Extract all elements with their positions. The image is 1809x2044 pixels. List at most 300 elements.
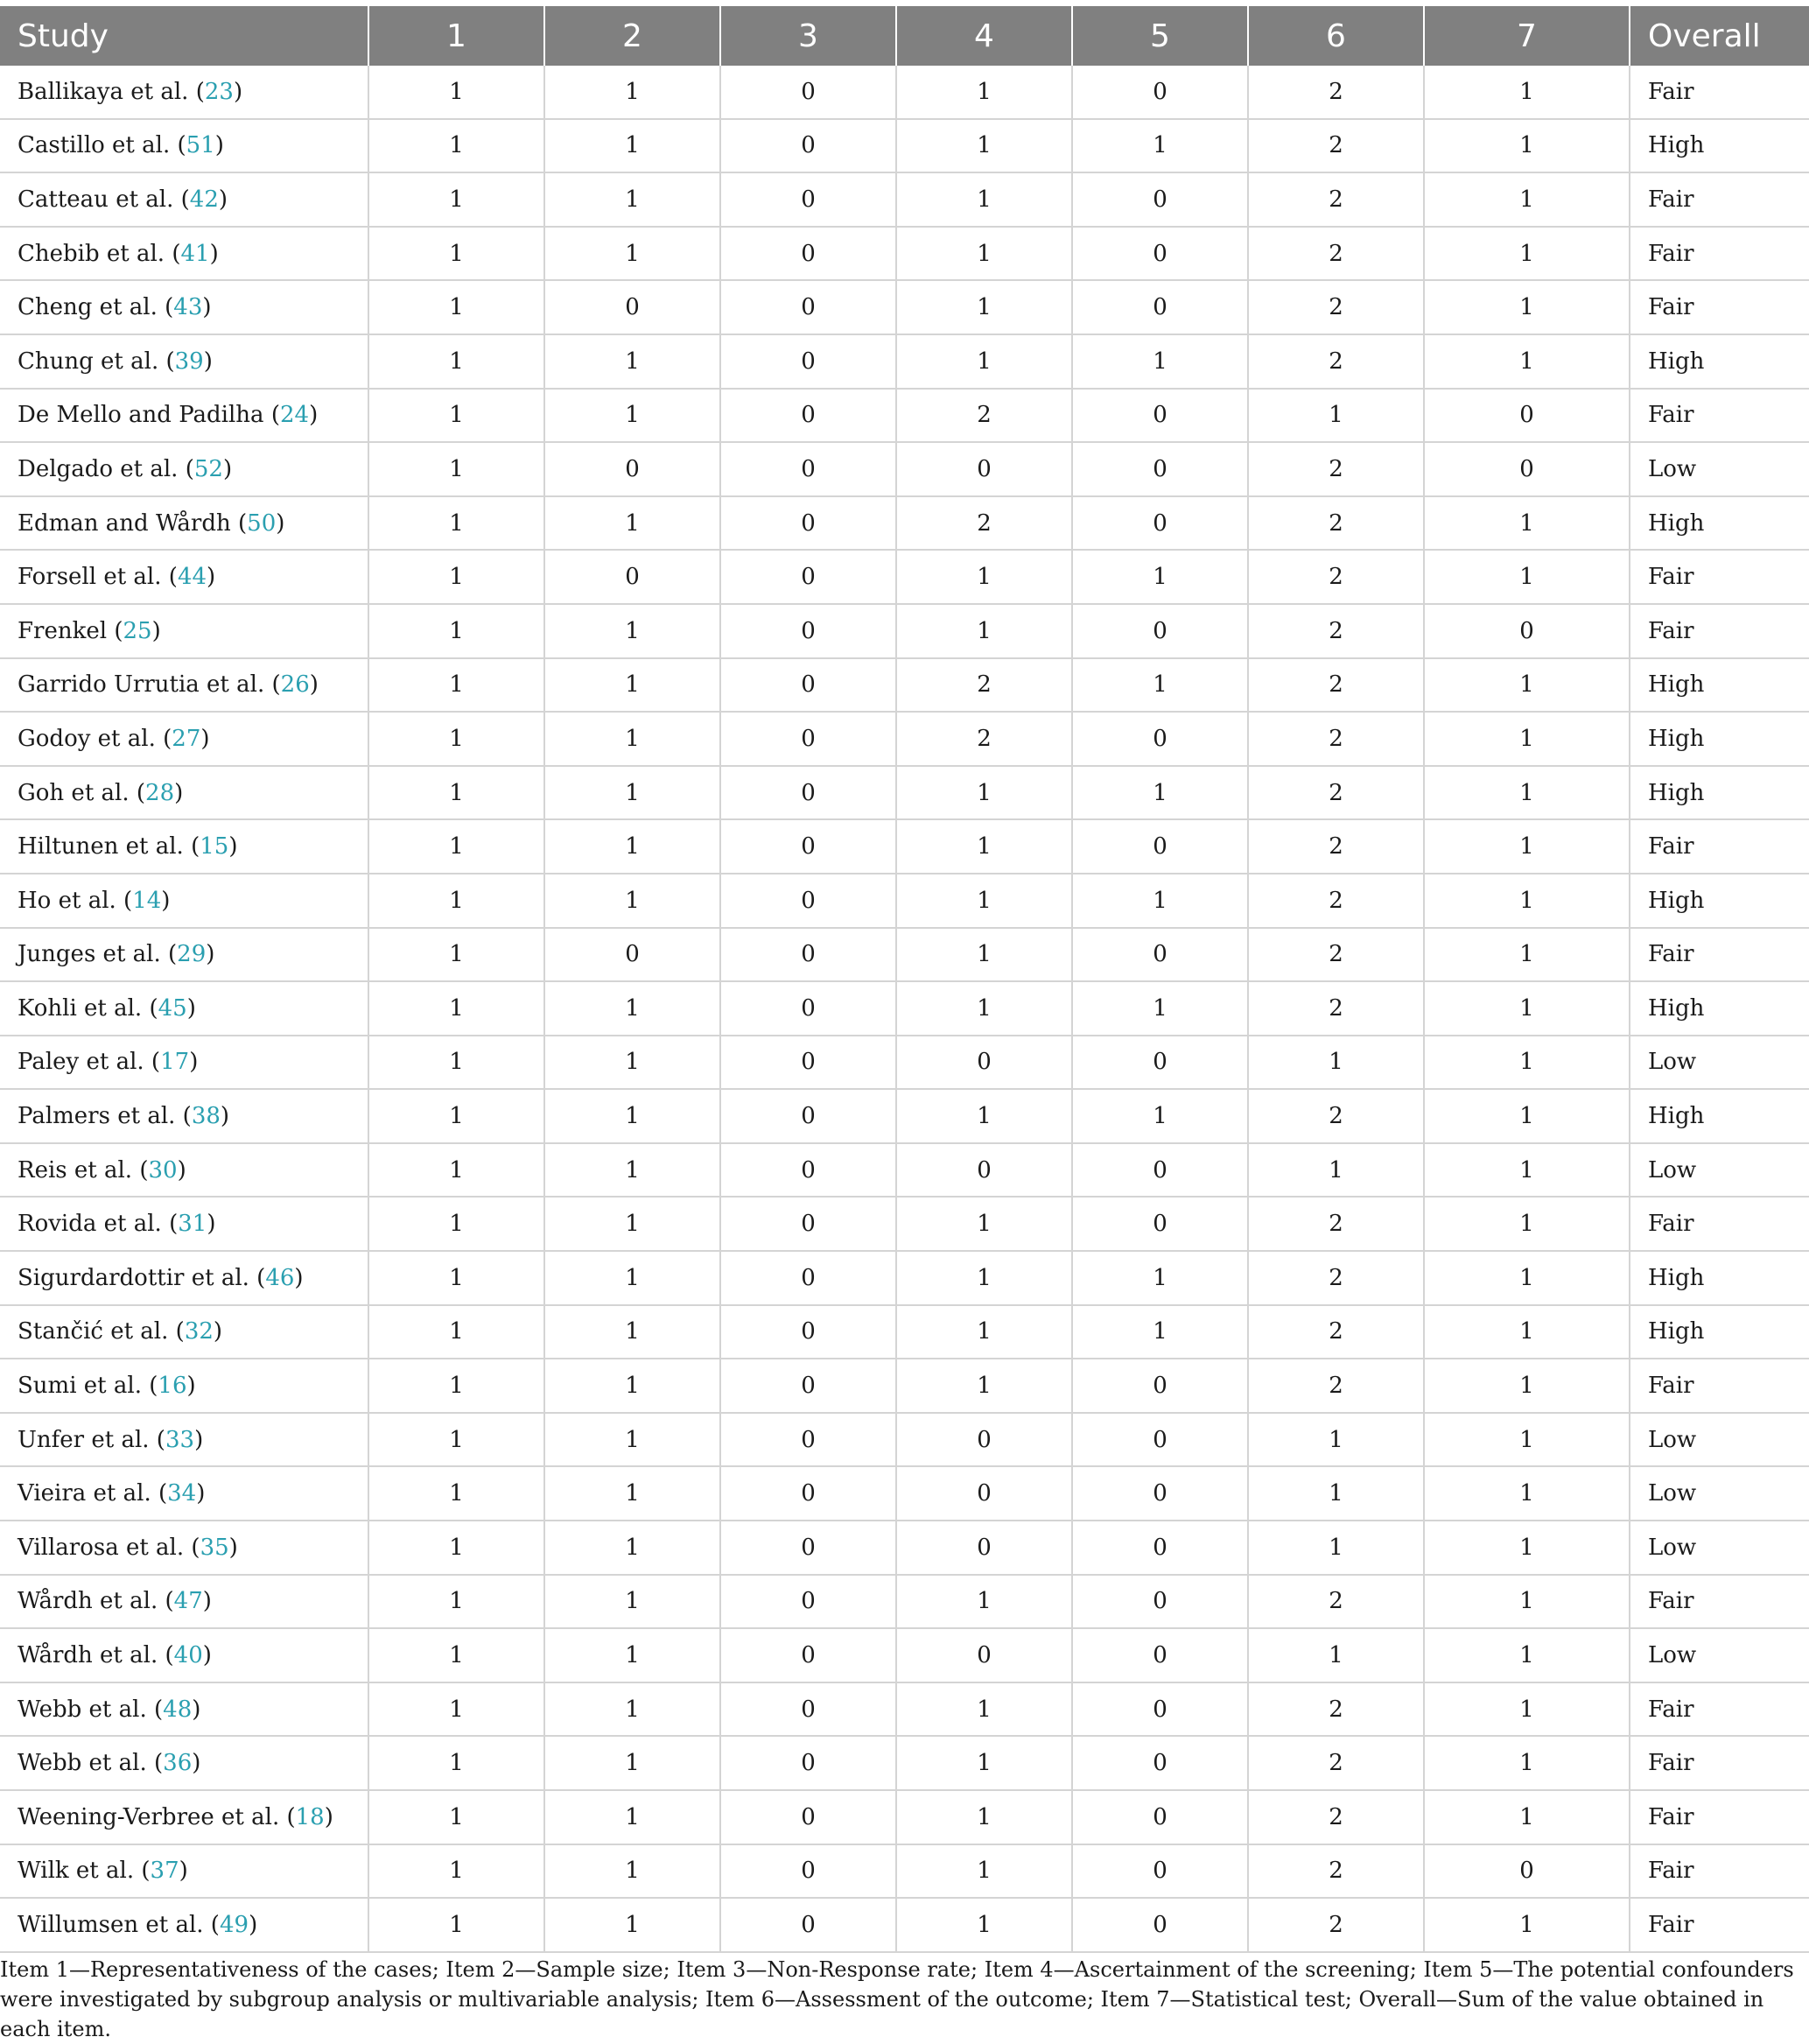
study-name: Cheng et al. [18, 294, 158, 321]
reference-link[interactable]: 23 [204, 78, 234, 105]
table-row [0, 1197, 1809, 1251]
item-3-score: 0 [720, 1251, 896, 1305]
item-5-score: 1 [1072, 334, 1248, 389]
reference-link[interactable]: 16 [158, 1373, 187, 1400]
study-name: De Mello and Padilha [18, 402, 264, 429]
item-3-score: 0 [720, 1413, 896, 1467]
item-1-score: 1 [368, 550, 544, 604]
item-2-score: 0 [544, 928, 720, 982]
study-cell: Vieira et al. (34) [0, 1466, 368, 1521]
study-cell: Catteau et al. (42) [0, 172, 368, 227]
reference-link[interactable]: 26 [280, 671, 310, 699]
overall-rating: Fair [1630, 1359, 1809, 1413]
study-cell: Palmers et al. (38) [0, 1089, 368, 1143]
study-name: Vieira et al. [18, 1480, 151, 1507]
reference-link[interactable]: 50 [247, 509, 277, 537]
item-4-score: 2 [896, 389, 1072, 443]
item-6-score: 1 [1248, 1036, 1424, 1090]
item-6-score: 2 [1248, 1359, 1424, 1413]
overall-rating: High [1630, 712, 1809, 766]
item-5-score: 1 [1072, 766, 1248, 820]
study-cell: Chung et al. (39) [0, 334, 368, 389]
item-3-score: 0 [720, 550, 896, 604]
overall-rating: Low [1630, 1466, 1809, 1521]
reference-link[interactable]: 40 [173, 1642, 203, 1669]
item-4-score: 1 [896, 604, 1072, 658]
table-row [0, 389, 1809, 443]
table-row [0, 227, 1809, 281]
overall-rating: Fair [1630, 1898, 1809, 1952]
study-cell: Goh et al. (28) [0, 766, 368, 820]
reference-link[interactable]: 52 [193, 455, 223, 482]
reference-link[interactable]: 44 [177, 564, 207, 591]
overall-rating: Fair [1630, 550, 1809, 604]
item-5-score: 0 [1072, 1628, 1248, 1682]
table-header-row [0, 6, 1809, 66]
item-7-score: 1 [1424, 1036, 1630, 1090]
item-6-score: 2 [1248, 658, 1424, 713]
overall-rating: Low [1630, 1036, 1809, 1090]
item-1-score: 1 [368, 1521, 544, 1575]
item-7-score: 1 [1424, 1575, 1630, 1629]
table-row [0, 1359, 1809, 1413]
item-5-score: 0 [1072, 604, 1248, 658]
study-name: Sigurdardottir et al. [18, 1264, 249, 1291]
reference-link[interactable]: 27 [172, 725, 201, 752]
item-4-score: 1 [896, 66, 1072, 119]
item-1-score: 1 [368, 1736, 544, 1790]
item-4-score: 1 [896, 280, 1072, 334]
reference-link[interactable]: 33 [165, 1426, 195, 1453]
table-row [0, 874, 1809, 928]
item-6-score: 2 [1248, 1197, 1424, 1251]
item-7-score: 1 [1424, 172, 1630, 227]
item-1-score: 1 [368, 227, 544, 281]
study-name: Ballikaya et al. [18, 78, 189, 105]
item-7-score: 1 [1424, 1359, 1630, 1413]
study-name: Garrido Urrutia et al. [18, 671, 265, 699]
reference-link[interactable]: 30 [148, 1156, 178, 1184]
item-7-score: 1 [1424, 1682, 1630, 1737]
study-cell: Stančić et al. (32) [0, 1305, 368, 1359]
reference-link[interactable]: 45 [158, 994, 187, 1022]
item-1-score: 1 [368, 1790, 544, 1844]
table-row [0, 1089, 1809, 1143]
reference-link[interactable]: 25 [123, 617, 152, 644]
study-name: Chung et al. [18, 348, 159, 375]
item-5-score: 0 [1072, 1575, 1248, 1629]
overall-rating: Fair [1630, 1197, 1809, 1251]
reference-link[interactable]: 34 [167, 1480, 197, 1507]
study-name: Paley et al. [18, 1049, 144, 1076]
item-4-score: 1 [896, 119, 1072, 173]
study-cell: Garrido Urrutia et al. (26) [0, 658, 368, 713]
item-7-score: 1 [1424, 1251, 1630, 1305]
item-4-score: 0 [896, 1413, 1072, 1467]
table-row [0, 1736, 1809, 1790]
overall-rating: Fair [1630, 280, 1809, 334]
item-6-score: 2 [1248, 496, 1424, 551]
item-6-score: 2 [1248, 1305, 1424, 1359]
reference-link[interactable]: 48 [163, 1696, 193, 1723]
reference-link[interactable]: 42 [189, 186, 219, 213]
item-2-score: 1 [544, 496, 720, 551]
table-row [0, 1682, 1809, 1737]
item-2-score: 1 [544, 981, 720, 1036]
study-name: Delgado et al. [18, 455, 179, 482]
item-3-score: 0 [720, 1736, 896, 1790]
study-name: Stančić et al. [18, 1318, 169, 1345]
item-3-score: 0 [720, 928, 896, 982]
overall-rating: Low [1630, 1413, 1809, 1467]
table-row [0, 280, 1809, 334]
item-4-score: 2 [896, 658, 1072, 713]
reference-link[interactable]: 49 [219, 1911, 249, 1938]
table-row [0, 1628, 1809, 1682]
item-1-score: 1 [368, 280, 544, 334]
item-3-score: 0 [720, 1359, 896, 1413]
item-4-score: 1 [896, 172, 1072, 227]
item-7-score: 1 [1424, 1413, 1630, 1467]
item-6-score: 2 [1248, 66, 1424, 119]
study-cell: Sumi et al. (16) [0, 1359, 368, 1413]
reference-link[interactable]: 43 [173, 294, 203, 321]
item-7-score: 1 [1424, 1143, 1630, 1198]
item-1-score: 1 [368, 1251, 544, 1305]
item-4-score: 0 [896, 1466, 1072, 1521]
study-name: Sumi et al. [18, 1373, 142, 1400]
item-3-score: 0 [720, 1143, 896, 1198]
item-7-score: 1 [1424, 819, 1630, 874]
item-6-score: 2 [1248, 1251, 1424, 1305]
reference-link[interactable]: 46 [265, 1264, 295, 1291]
item-1-score: 1 [368, 766, 544, 820]
item-5-score: 1 [1072, 658, 1248, 713]
overall-rating: Fair [1630, 1790, 1809, 1844]
table-row [0, 1251, 1809, 1305]
reference-link[interactable]: 36 [163, 1750, 193, 1777]
item-7-score: 1 [1424, 496, 1630, 551]
item-5-score: 0 [1072, 227, 1248, 281]
study-name: Kohli et al. [18, 994, 143, 1022]
item-1-score: 1 [368, 334, 544, 389]
item-5-score: 0 [1072, 1790, 1248, 1844]
item-3-score: 0 [720, 658, 896, 713]
item-4-score: 1 [896, 1682, 1072, 1737]
quality-assessment-table-container [0, 6, 1809, 1953]
item-1-score: 1 [368, 874, 544, 928]
item-4-score: 1 [896, 1898, 1072, 1952]
study-name: Goh et al. [18, 779, 130, 806]
table-row [0, 1466, 1809, 1521]
header-study: Study [0, 6, 368, 66]
item-2-score: 0 [544, 550, 720, 604]
study-cell: Forsell et al. (44) [0, 550, 368, 604]
item-7-score: 1 [1424, 1898, 1630, 1952]
item-6-score: 1 [1248, 1143, 1424, 1198]
study-name: Wilk et al. [18, 1858, 135, 1885]
item-5-score: 0 [1072, 66, 1248, 119]
item-3-score: 0 [720, 1575, 896, 1629]
item-7-score: 1 [1424, 766, 1630, 820]
study-cell: Castillo et al. (51) [0, 119, 368, 173]
overall-rating: Fair [1630, 227, 1809, 281]
item-5-score: 1 [1072, 874, 1248, 928]
item-6-score: 2 [1248, 874, 1424, 928]
item-3-score: 0 [720, 604, 896, 658]
reference-link[interactable]: 51 [186, 132, 215, 159]
table-row [0, 1790, 1809, 1844]
overall-rating: Fair [1630, 66, 1809, 119]
item-2-score: 1 [544, 227, 720, 281]
item-2-score: 1 [544, 1844, 720, 1899]
study-cell: De Mello and Padilha (24) [0, 389, 368, 443]
item-5-score: 0 [1072, 1197, 1248, 1251]
item-6-score: 2 [1248, 1089, 1424, 1143]
reference-link[interactable]: 15 [200, 833, 229, 860]
table-row [0, 712, 1809, 766]
reference-link[interactable]: 38 [191, 1103, 221, 1130]
study-cell: Ho et al. (14) [0, 874, 368, 928]
item-4-score: 2 [896, 712, 1072, 766]
quality-assessment-table [0, 6, 1809, 1953]
item-7-score: 1 [1424, 280, 1630, 334]
item-3-score: 0 [720, 1036, 896, 1090]
reference-link[interactable]: 29 [177, 941, 207, 968]
table-row [0, 550, 1809, 604]
header-item-5: 5 [1072, 6, 1248, 66]
item-4-score: 1 [896, 874, 1072, 928]
header-item-2: 2 [544, 6, 720, 66]
item-5-score: 0 [1072, 389, 1248, 443]
reference-link[interactable]: 32 [184, 1318, 214, 1345]
study-cell: Godoy et al. (27) [0, 712, 368, 766]
item-4-score: 0 [896, 1036, 1072, 1090]
table-row [0, 1036, 1809, 1090]
item-2-score: 1 [544, 389, 720, 443]
table-row [0, 66, 1809, 119]
study-name: Unfer et al. [18, 1426, 150, 1453]
item-5-score: 1 [1072, 1251, 1248, 1305]
item-2-score: 1 [544, 1466, 720, 1521]
item-3-score: 0 [720, 712, 896, 766]
item-6-score: 2 [1248, 280, 1424, 334]
study-name: Rovida et al. [18, 1211, 162, 1238]
study-cell: Wilk et al. (37) [0, 1844, 368, 1899]
item-2-score: 1 [544, 1197, 720, 1251]
item-5-score: 0 [1072, 712, 1248, 766]
overall-rating: Fair [1630, 389, 1809, 443]
item-2-score: 1 [544, 1628, 720, 1682]
table-row [0, 496, 1809, 551]
study-cell: Sigurdardottir et al. (46) [0, 1251, 368, 1305]
item-6-score: 2 [1248, 1682, 1424, 1737]
item-7-score: 1 [1424, 1628, 1630, 1682]
table-row [0, 1413, 1809, 1467]
item-7-score: 1 [1424, 227, 1630, 281]
study-name: Wårdh et al. [18, 1642, 158, 1669]
item-5-score: 0 [1072, 496, 1248, 551]
item-7-score: 1 [1424, 981, 1630, 1036]
item-3-score: 0 [720, 1682, 896, 1737]
item-6-score: 2 [1248, 1898, 1424, 1952]
item-6-score: 2 [1248, 1790, 1424, 1844]
item-5-score: 0 [1072, 819, 1248, 874]
item-5-score: 0 [1072, 928, 1248, 982]
item-3-score: 0 [720, 389, 896, 443]
table-body [0, 66, 1809, 1952]
item-3-score: 0 [720, 1466, 896, 1521]
study-name: Castillo et al. [18, 132, 171, 159]
reference-link[interactable]: 37 [150, 1858, 179, 1885]
reference-link[interactable]: 14 [132, 887, 162, 914]
study-cell: Wårdh et al. (47) [0, 1575, 368, 1629]
item-5-score: 1 [1072, 1089, 1248, 1143]
study-name: Willumsen et al. [18, 1911, 204, 1938]
item-1-score: 1 [368, 1359, 544, 1413]
item-4-score: 1 [896, 1089, 1072, 1143]
item-7-score: 1 [1424, 1736, 1630, 1790]
item-6-score: 2 [1248, 1844, 1424, 1899]
reference-link[interactable]: 17 [160, 1049, 190, 1076]
item-6-score: 1 [1248, 1413, 1424, 1467]
reference-link[interactable]: 18 [295, 1803, 325, 1830]
item-2-score: 1 [544, 1251, 720, 1305]
item-4-score: 1 [896, 1736, 1072, 1790]
item-2-score: 1 [544, 1898, 720, 1952]
item-1-score: 1 [368, 1413, 544, 1467]
overall-rating: Low [1630, 1628, 1809, 1682]
item-5-score: 1 [1072, 981, 1248, 1036]
item-2-score: 1 [544, 334, 720, 389]
item-1-score: 1 [368, 1197, 544, 1251]
item-1-score: 1 [368, 119, 544, 173]
item-6-score: 1 [1248, 389, 1424, 443]
reference-link[interactable]: 39 [174, 348, 204, 375]
study-cell: Villarosa et al. (35) [0, 1521, 368, 1575]
item-2-score: 1 [544, 1089, 720, 1143]
item-5-score: 1 [1072, 1305, 1248, 1359]
item-3-score: 0 [720, 1089, 896, 1143]
item-7-score: 1 [1424, 550, 1630, 604]
item-2-score: 1 [544, 712, 720, 766]
item-1-score: 1 [368, 981, 544, 1036]
item-2-score: 0 [544, 442, 720, 496]
item-7-score: 1 [1424, 1197, 1630, 1251]
item-5-score: 0 [1072, 1844, 1248, 1899]
reference-link[interactable]: 41 [180, 240, 210, 267]
study-cell: Willumsen et al. (49) [0, 1898, 368, 1952]
item-5-score: 0 [1072, 1736, 1248, 1790]
item-6-score: 2 [1248, 1736, 1424, 1790]
item-7-score: 0 [1424, 604, 1630, 658]
reference-link[interactable]: 28 [145, 779, 175, 806]
reference-link[interactable]: 31 [178, 1211, 207, 1238]
overall-rating: Fair [1630, 928, 1809, 982]
item-6-score: 2 [1248, 604, 1424, 658]
item-1-score: 1 [368, 1898, 544, 1952]
table-row [0, 658, 1809, 713]
item-6-score: 2 [1248, 1575, 1424, 1629]
reference-link[interactable]: 47 [173, 1588, 203, 1615]
item-2-score: 1 [544, 1790, 720, 1844]
study-cell: Edman and Wårdh (50) [0, 496, 368, 551]
overall-rating: Low [1630, 442, 1809, 496]
item-1-score: 1 [368, 1575, 544, 1629]
item-6-score: 2 [1248, 550, 1424, 604]
item-1-score: 1 [368, 604, 544, 658]
header-item-3: 3 [720, 6, 896, 66]
item-2-score: 1 [544, 1036, 720, 1090]
item-3-score: 0 [720, 334, 896, 389]
item-7-score: 1 [1424, 874, 1630, 928]
item-4-score: 1 [896, 819, 1072, 874]
reference-link[interactable]: 35 [200, 1534, 229, 1561]
overall-rating: High [1630, 1089, 1809, 1143]
item-3-score: 0 [720, 1197, 896, 1251]
reference-link[interactable]: 24 [279, 402, 310, 429]
item-6-score: 2 [1248, 227, 1424, 281]
item-3-score: 0 [720, 981, 896, 1036]
table-row [0, 119, 1809, 173]
study-name: Godoy et al. [18, 725, 156, 752]
overall-rating: Fair [1630, 172, 1809, 227]
item-6-score: 2 [1248, 819, 1424, 874]
study-name: Wårdh et al. [18, 1588, 158, 1615]
study-cell: Rovida et al. (31) [0, 1197, 368, 1251]
item-1-score: 1 [368, 496, 544, 551]
item-3-score: 0 [720, 280, 896, 334]
study-name: Junges et al. [18, 941, 161, 968]
overall-rating: Low [1630, 1521, 1809, 1575]
study-name: Villarosa et al. [18, 1534, 185, 1561]
header-item-7: 7 [1424, 6, 1630, 66]
overall-rating: High [1630, 766, 1809, 820]
overall-rating: Fair [1630, 1682, 1809, 1737]
item-5-score: 0 [1072, 172, 1248, 227]
header-overall: Overall [1630, 6, 1809, 66]
item-1-score: 1 [368, 389, 544, 443]
item-3-score: 0 [720, 227, 896, 281]
item-4-score: 1 [896, 1359, 1072, 1413]
study-name: Webb et al. [18, 1696, 147, 1723]
item-4-score: 0 [896, 442, 1072, 496]
item-6-score: 1 [1248, 1628, 1424, 1682]
item-3-score: 0 [720, 66, 896, 119]
item-3-score: 0 [720, 1521, 896, 1575]
item-4-score: 0 [896, 1521, 1072, 1575]
overall-rating: High [1630, 1305, 1809, 1359]
table-row [0, 1898, 1809, 1952]
study-cell: Chebib et al. (41) [0, 227, 368, 281]
item-3-score: 0 [720, 172, 896, 227]
study-cell: Junges et al. (29) [0, 928, 368, 982]
item-4-score: 1 [896, 1575, 1072, 1629]
header-item-1: 1 [368, 6, 544, 66]
study-cell: Webb et al. (48) [0, 1682, 368, 1737]
item-1-score: 1 [368, 1089, 544, 1143]
study-cell: Ballikaya et al. (23) [0, 66, 368, 119]
item-7-score: 0 [1424, 389, 1630, 443]
overall-rating: High [1630, 334, 1809, 389]
study-name: Hiltunen et al. [18, 833, 184, 860]
item-7-score: 1 [1424, 1521, 1630, 1575]
item-6-score: 2 [1248, 981, 1424, 1036]
item-2-score: 1 [544, 1305, 720, 1359]
item-1-score: 1 [368, 712, 544, 766]
item-7-score: 1 [1424, 1466, 1630, 1521]
table-row [0, 604, 1809, 658]
